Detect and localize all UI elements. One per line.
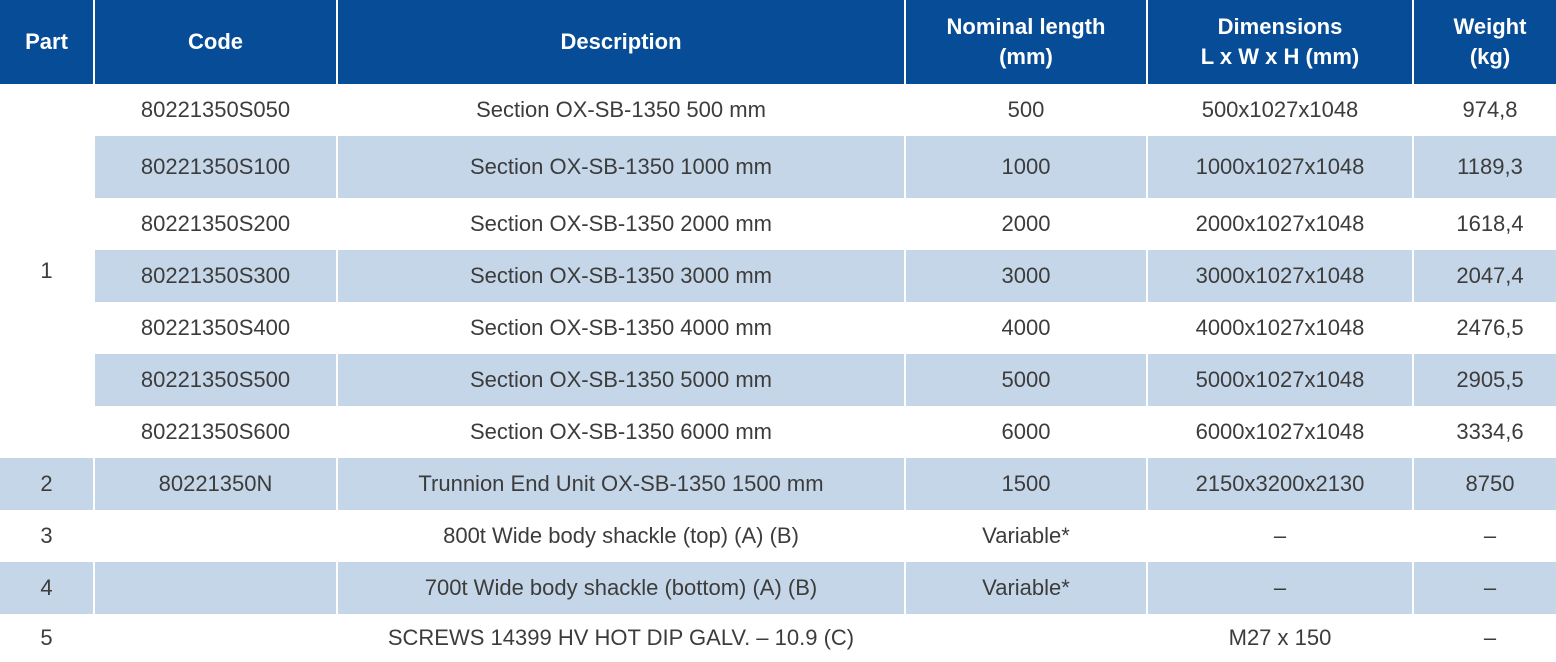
row-1-weight: 974,8 (1462, 97, 1518, 122)
row-2-nominal: 1000 (906, 136, 1146, 198)
row-2-code: 80221350S100 (95, 136, 336, 198)
row-8-code: 80221350N (95, 458, 336, 510)
row-4-dimensions: 3000x1027x1048 (1148, 250, 1412, 302)
row-11-part: 5 (40, 625, 53, 650)
row-2-description: Section OX-SB-1350 1000 mm (338, 136, 904, 198)
row-11-dimensions: M27 x 150 (1228, 625, 1332, 650)
row-9-part: 3 (40, 523, 53, 548)
header-part-label: Part (25, 29, 68, 54)
row-7-weight: 3334,6 (1456, 419, 1524, 444)
header-code-label: Code (188, 29, 243, 54)
row-7-code: 80221350S600 (140, 419, 291, 444)
header-nominal-line1: Nominal length (946, 14, 1106, 39)
header-weight-line2: (kg) (1469, 44, 1511, 69)
row-8-part: 2 (0, 458, 93, 510)
row-10-dimensions: – (1148, 562, 1412, 614)
row-5-code: 80221350S400 (140, 315, 291, 340)
row-7-description: Section OX-SB-1350 6000 mm (469, 419, 773, 444)
row-5-weight: 2476,5 (1456, 315, 1524, 340)
row-10-part: 4 (0, 562, 93, 614)
row-1-code: 80221350S050 (140, 97, 291, 122)
row-9-code (95, 510, 336, 562)
row-3-weight: 1618,4 (1456, 211, 1524, 236)
row-10-nominal: Variable* (906, 562, 1146, 614)
row-8-description: Trunnion End Unit OX-SB-1350 1500 mm (338, 458, 904, 510)
header-code (95, 0, 336, 84)
header-dimensions (1148, 0, 1412, 84)
row-6-nominal: 5000 (906, 354, 1146, 406)
row-6-dimensions: 5000x1027x1048 (1148, 354, 1412, 406)
row-8-dimensions: 2150x3200x2130 (1148, 458, 1412, 510)
row-8-weight: 8750 (1414, 458, 1556, 510)
header-nominal-line2: (mm) (999, 44, 1053, 69)
header-nominal-length (906, 0, 1146, 84)
row-1-description: Section OX-SB-1350 500 mm (476, 97, 766, 122)
row-2-dimensions: 1000x1027x1048 (1148, 136, 1412, 198)
header-description (338, 0, 904, 84)
row-6-code: 80221350S500 (95, 354, 336, 406)
row-6-description: Section OX-SB-1350 5000 mm (338, 354, 904, 406)
header-weight-line1: Weight (1453, 14, 1527, 39)
row-11-nominal (906, 614, 1146, 662)
row-9-dimensions: – (1273, 523, 1287, 548)
row-11-weight: – (1483, 625, 1497, 650)
row-7-nominal: 6000 (1001, 419, 1051, 444)
header-dimensions-line1: Dimensions (1217, 14, 1343, 39)
row-5-description: Section OX-SB-1350 4000 mm (469, 315, 773, 340)
row-10-weight: – (1414, 562, 1556, 614)
row-11-description: SCREWS 14399 HV HOT DIP GALV. – 10.9 (C) (387, 625, 855, 650)
row-10-code (95, 562, 336, 614)
row-9-nominal: Variable* (982, 523, 1070, 548)
row-4-nominal: 3000 (906, 250, 1146, 302)
row-7-dimensions: 6000x1027x1048 (1195, 419, 1365, 444)
row-5-dimensions: 4000x1027x1048 (1195, 315, 1365, 340)
row-1-dimensions: 500x1027x1048 (1201, 97, 1359, 122)
row-6-weight: 2905,5 (1414, 354, 1556, 406)
header-weight (1414, 0, 1556, 84)
row-5-nominal: 4000 (1001, 315, 1051, 340)
row-10-description: 700t Wide body shackle (bottom) (A) (B) (338, 562, 904, 614)
row-9-description: 800t Wide body shackle (top) (A) (B) (443, 523, 799, 548)
header-part (0, 0, 93, 84)
part-1-cell: 1 (40, 258, 53, 283)
row-11-code (95, 614, 336, 662)
row-4-description: Section OX-SB-1350 3000 mm (338, 250, 904, 302)
row-4-weight: 2047,4 (1414, 250, 1556, 302)
row-4-code: 80221350S300 (95, 250, 336, 302)
row-2-weight: 1189,3 (1414, 136, 1556, 198)
row-1-nominal: 500 (1007, 97, 1045, 122)
row-3-nominal: 2000 (1001, 211, 1051, 236)
row-3-code: 80221350S200 (140, 211, 291, 236)
header-description-label: Description (560, 29, 682, 54)
row-8-nominal: 1500 (906, 458, 1146, 510)
row-3-description: Section OX-SB-1350 2000 mm (469, 211, 773, 236)
header-dimensions-line2: L x W x H (mm) (1200, 44, 1360, 69)
row-9-weight: – (1483, 523, 1497, 548)
row-3-dimensions: 2000x1027x1048 (1195, 211, 1365, 236)
